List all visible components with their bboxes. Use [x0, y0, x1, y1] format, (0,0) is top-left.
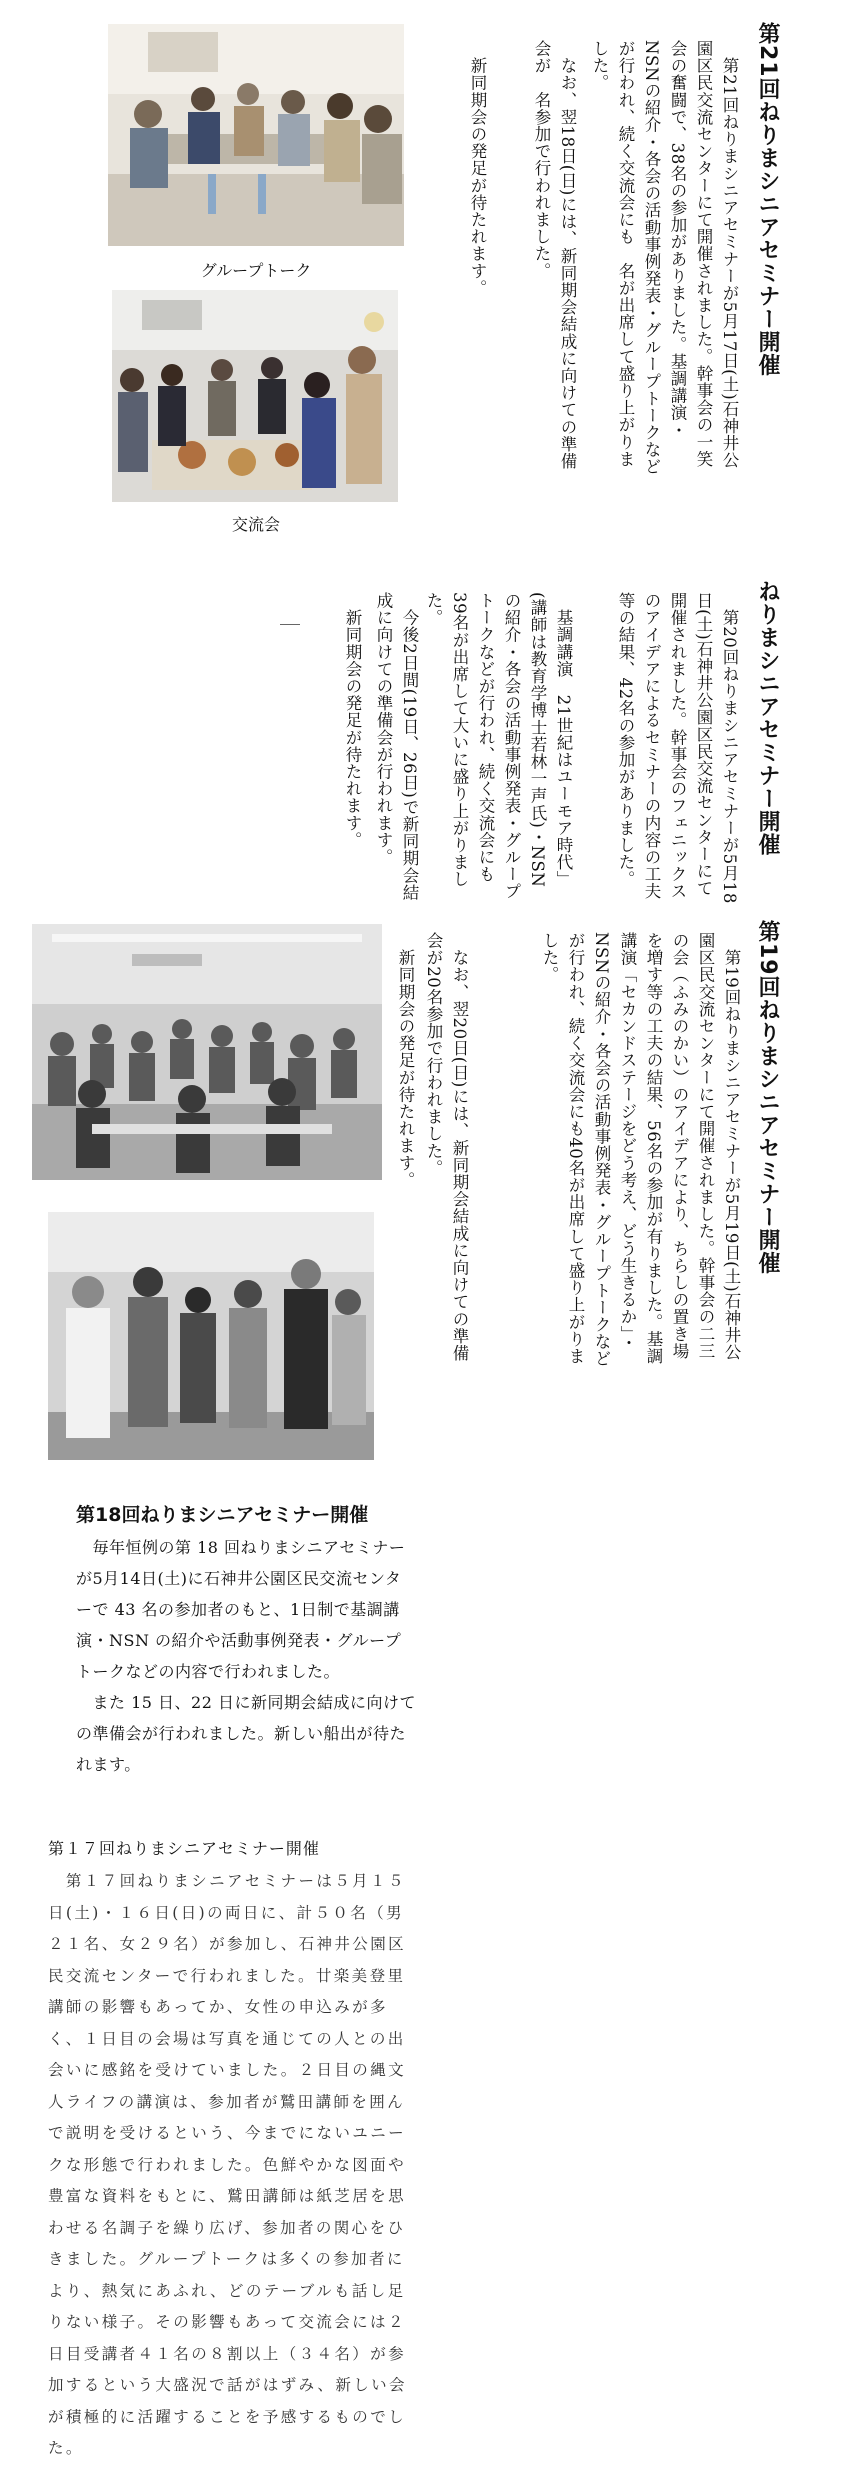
divider-line	[280, 624, 300, 625]
section-17-body: 第１７回ねりまシニアセミナーは５月１５日(土)・１６日(日)の両日に、計５０名（男２１名、女２９名）が参加し、石神井公園区民交流センターで行われました。廿楽美登里講師の影響もあってか、女性の申込みが多く、１日目の会場は写真を通じての人との出会いに感銘を受けていました。２日目の縄文人ライフの講演は、参加者が鷲田講師を囲んで説明を受けるという、今までにないユニークな形態で行われました。色鮮やかな図面や豊富な資料をもとに、鷲田講師は紙芝居を思わせる名調子を繰り広げ、参加者の関心をひきました。グループトークは多くの参加者により、熱気にあふれ、どのテーブルも話し足りない様子。その影響もあって交流会には２日目受講者４１名の８割以上（３４名）が参加するという大盛況で話がはずみ、新しい会が積極的に活躍することを予感するものでした。	[48, 1872, 407, 2457]
section-18-body: 毎年恒例の第 18 回ねりまシニアセミナーが5月14日(土)に石神井公園区民交流センターで 43 名の参加者のもと、1日制で基調講演・NSN の紹介や活動事例発表・グループトークなどの内容で行われました。 また 15 日、22 日に新同期会結成に向けての準備会が行われました。新しい船出が待たれます。	[76, 1538, 416, 1774]
section-20-paragraph-2: 基調講演 21世紀はユーモア時代」(講師は教育学博士若林一声氏)・NSNの紹介・各会の活動事例発表・グループトークなどが行われ、続く交流会にも39名が出席して大いに盛り上がりました。	[424, 592, 573, 900]
section-20-title: ねりまシニアセミナー開催	[755, 580, 780, 856]
section-18-title: 第18回ねりまシニアセミナー開催	[76, 1504, 369, 1526]
section-21-paragraph-3: 新同期会の発足が待たれます。	[468, 40, 487, 297]
section-19-paragraph-1: 第19回ねりまシニアセミナーが5月19日(土)石神井公園区民交流センターにて開催されました。幹事会の二三の会（ふみのかい）のアイデアにより、ちらしの置き場を増す等の工夫の結果、56名の参加が有りました。基調講演「セカンドステージをどう考え、どう生きるか」・NSNの紹介・各会の活動事例発表・グループトークなどが行われ、続く交流会にも40名が出席して盛り上がりました。	[540, 932, 741, 1368]
section-19-title: 第19回ねりまシニアセミナー開催	[755, 920, 780, 1275]
social-gathering-caption: 交流会	[231, 515, 280, 534]
section-20-paragraph-1: 第20回ねりまシニアセミナーが5月18日(土)石神井公園区民交流センターにて開催されました。幹事会のフェニックスのアイデアによるセミナーの内容の工夫等の結果、42名の参加がありました。	[616, 592, 739, 904]
seminar-hall-photo	[32, 924, 382, 1180]
section-17-title: 第１７回ねりまシニアセミナー開催	[48, 1839, 320, 1858]
section-21-paragraph-2: なお、翌18日(日)には、新同期会結成に向けての準備会が 名参加で行われました。	[532, 40, 577, 470]
section-19-paragraph-3: 新同期会の発足が待たれます。	[396, 932, 415, 1189]
group-talk-photo	[108, 24, 404, 246]
section-21-paragraph-1: 第21回ねりまシニアセミナーが5月17日(土)石神井公園区民交流センターにて開催されました。幹事会の一笑会の奮闘で、38名の参加がありました。基調講演・NSNの紹介・各会の活動事例発表・グループトークなどが行われ、続く交流会にも 名が出席して盛り上がりました。	[590, 40, 739, 476]
section-21-title: 第21回ねりまシニアセミナー開催	[755, 22, 780, 377]
section-20-paragraph-3: 今後2日間(19日、26日)で新同期会結成に向けての準備会が行われます。	[374, 592, 419, 901]
section-19-paragraph-2: なお、翌20日(日)には、新同期会結成に向けての準備会が20名参加で行われました。	[424, 932, 469, 1362]
social-gathering-photo	[112, 290, 398, 502]
group-talk-caption: グループトーク	[200, 261, 312, 280]
section-20-paragraph-4: 新同期会の発足が待たれます。	[343, 592, 362, 849]
mingling-photo	[48, 1212, 374, 1460]
